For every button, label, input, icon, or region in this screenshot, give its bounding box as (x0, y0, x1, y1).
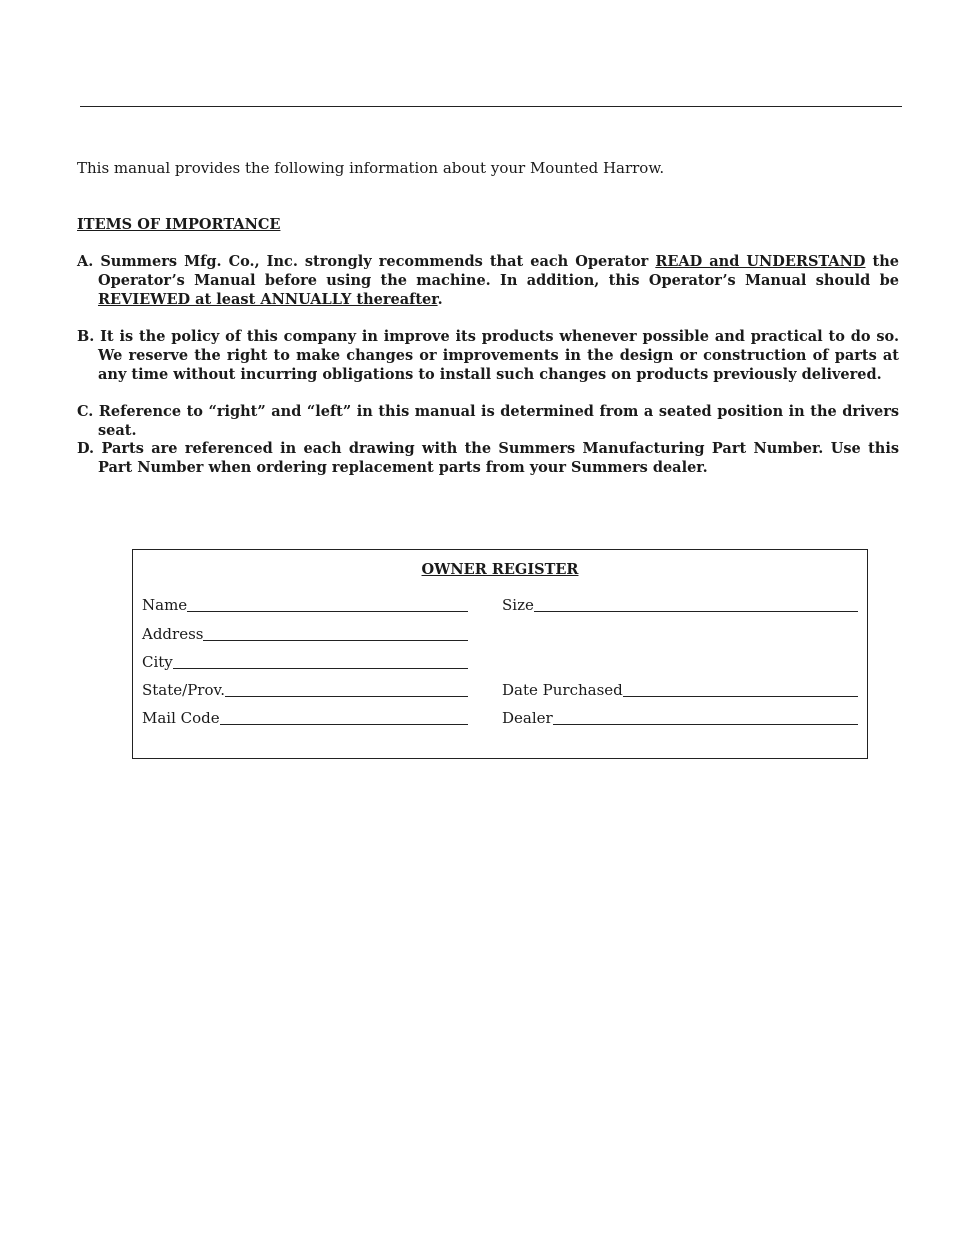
items-of-importance-heading: ITEMS OF IMPORTANCE (77, 216, 281, 233)
dealer-label: Dealer (502, 709, 553, 727)
dealer-line[interactable] (553, 724, 858, 725)
mail-code-label: Mail Code (142, 709, 220, 727)
item-a-prefix: A. Summers Mfg. Co., Inc. strongly recommends that each Operator (77, 253, 656, 270)
date-purchased-field[interactable] (502, 681, 858, 700)
mail-code-field[interactable] (142, 709, 468, 728)
intro-text: This manual provides the following information about your Mounted Harrow. (77, 159, 665, 177)
dealer-field[interactable] (502, 709, 858, 728)
item-d: D. Parts are referenced in each drawing with the Summers Manufacturing Part Number. Use this Part Number when ordering replacement parts from your Summers dealer. (77, 440, 899, 476)
item-a-emphasis-read: READ and UNDERSTAND (655, 253, 866, 270)
city-field[interactable] (142, 653, 468, 672)
address-label: Address (142, 625, 204, 643)
owner-register-title: OWNER REGISTER (421, 561, 579, 578)
name-field[interactable] (142, 596, 468, 615)
item-b: B. It is the policy of this company in improve its products whenever possible and practical to do so. We reserve the right to make changes or improvements in the design or construction of parts at any time without incurring obligations to install such changes on products previously delivered. (77, 328, 899, 383)
name-line[interactable] (187, 611, 468, 612)
state-field[interactable] (142, 681, 468, 700)
size-line[interactable] (534, 611, 858, 612)
city-line[interactable] (173, 668, 468, 669)
mail-code-line[interactable] (220, 724, 468, 725)
address-line[interactable] (203, 640, 468, 641)
item-a-middle: the Operator’s Manual before using the machine. In addition, this Operator’s Manual should be (98, 253, 899, 289)
item-a (77, 252, 899, 309)
date-purchased-label: Date Purchased (502, 681, 623, 699)
city-label: City (142, 653, 173, 671)
item-c: C. Reference to “right” and “left” in this manual is determined from a seated position in the drivers seat. (77, 403, 899, 439)
address-field[interactable] (142, 625, 468, 644)
item-a-emphasis-reviewed: REVIEWED at least ANNUALLY thereafter (98, 291, 438, 308)
date-purchased-line[interactable] (623, 696, 858, 697)
state-line[interactable] (225, 696, 468, 697)
size-label: Size (502, 596, 534, 614)
item-a-suffix: . (437, 291, 443, 308)
name-label: Name (142, 596, 188, 614)
size-field[interactable] (502, 596, 858, 615)
top-rule (80, 106, 902, 107)
owner-register-box (132, 549, 868, 759)
state-label: State/Prov. (142, 681, 225, 699)
